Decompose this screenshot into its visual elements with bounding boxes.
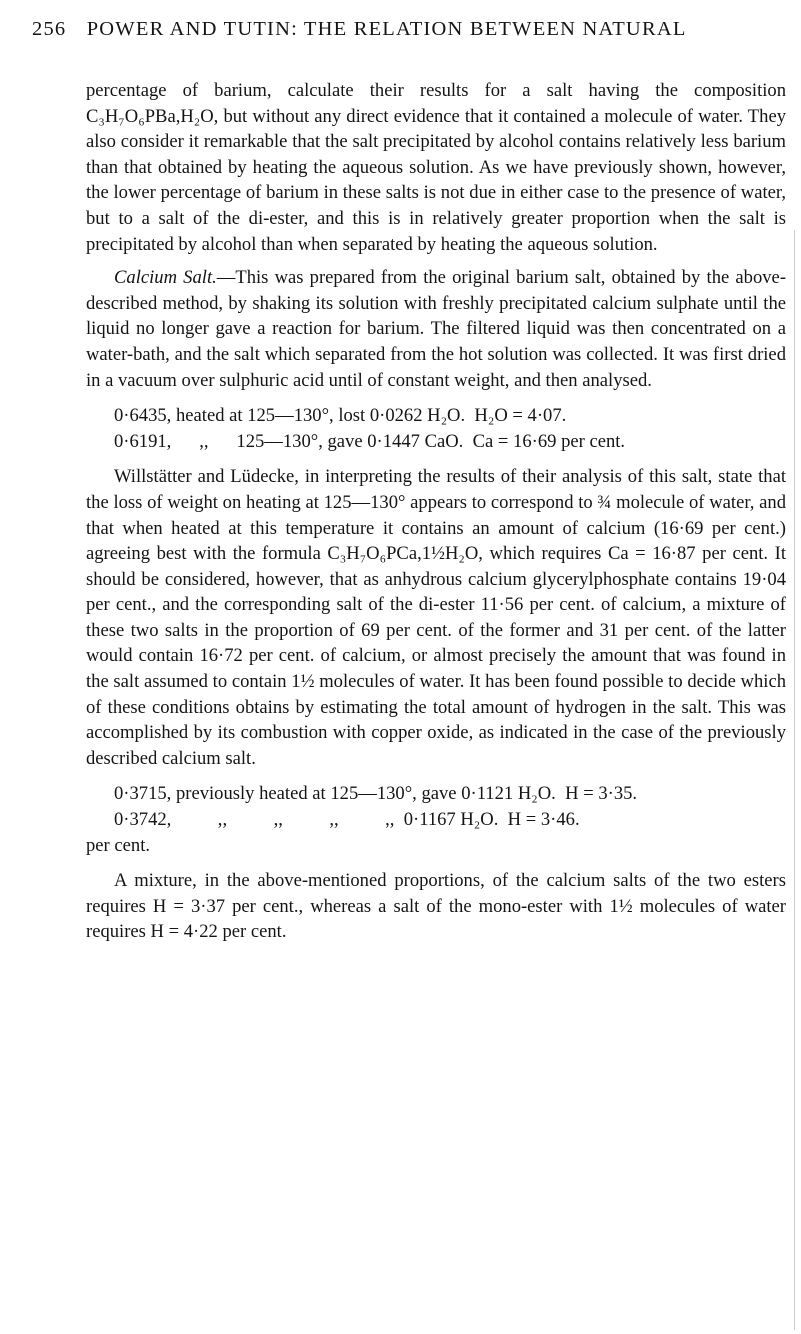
paragraph-continued: percentage of barium, calculate their results for a salt having the composition C₃H₇O₆PBa,H₂O, but without any direct evidence that it contained a molecule of water. They also consider it remarkable that the salt precipitated by alcohol contains relatively less barium than that obtained by heating the aqueous solution. As we have previously shown, however, the lower percentage of barium in these salts is not due in either case to the presence of water, but to a salt of the di-ester, and this is in relatively greater proportion when the salt is precipitated by alcohol than when separated by heating the aqueous solution.	[86, 80, 786, 255]
page-number: 256	[32, 18, 67, 40]
analysis-line: 0·3742, ,, ,, ,, ,, 0·1167 H₂O. H = 3·46.	[114, 809, 580, 831]
section-heading-calcium-salt: Calcium Salt.	[114, 267, 217, 289]
analysis-line: 0·6435, heated at 125—130°, lost 0·0262 H₂O. H₂O = 4·07.	[114, 405, 567, 427]
paragraph-calcium-salt-text: —This was prepared from the original barium salt, obtained by the above-described method, by shaking its solution with freshly precipitated calcium sulphate until the liquid no longer gave a reaction for barium. The filtered liquid was then concentrated on a water-bath, and the salt which separated from the hot solution was collected. It was first dried in a vacuum over sulphuric acid until of constant weight, and then analysed.	[86, 267, 787, 391]
analysis-line: 0·6191, ,, 125—130°, gave 0·1447 CaO. Ca = 16·69 per cent.	[114, 430, 626, 452]
analysis-line: 0·3715, previously heated at 125—130°, gave 0·1121 H₂O. H = 3·35.	[114, 783, 638, 805]
analysis-block-1	[86, 403, 786, 454]
page-edge-rule	[794, 230, 795, 1330]
paragraph-calcium-salt	[86, 265, 786, 393]
analysis-block-2	[86, 781, 786, 858]
body-text	[86, 78, 786, 945]
analysis-tail: per cent.	[86, 834, 151, 856]
paragraph-mixture: A mixture, in the above-mentioned proportions, of the calcium salts of the two esters requires H = 3·37 per cent., whereas a salt of the mono-ester with 1½ molecules of water requires H = 4·22 per cent.	[86, 870, 786, 943]
paragraph-willstatter: Willstätter and Lüdecke, in interpreting the results of their analysis of this salt, state that the loss of weight on heating at 125—130° appears to correspond to ¾ molecule of water, and that when heated at this temperature it contains an amount of calcium (16·69 per cent.) agreeing best with the formula C₃H₇O₆PCa,1½H₂O, which requires Ca = 16·87 per cent. It should be considered, however, that as anhydrous calcium glycerylphosphate contains 19·04 per cent., and the corresponding salt of the di-ester 11·56 per cent. of calcium, a mixture of these two salts in the proportion of 69 per cent. of the former and 31 per cent. of the latter would contain 16·72 per cent. of calcium, or almost precisely the amount that was found in the salt assumed to contain 1½ molecules of water. It has been found possible to decide which of these conditions obtains by estimating the total amount of hydrogen in the salt. This was accomplished by its combustion with copper oxide, as indicated in the case of the previously described calcium salt.	[86, 466, 786, 769]
running-head	[32, 18, 762, 48]
running-title: POWER AND TUTIN: THE RELATION BETWEEN NATURAL	[86, 18, 687, 40]
